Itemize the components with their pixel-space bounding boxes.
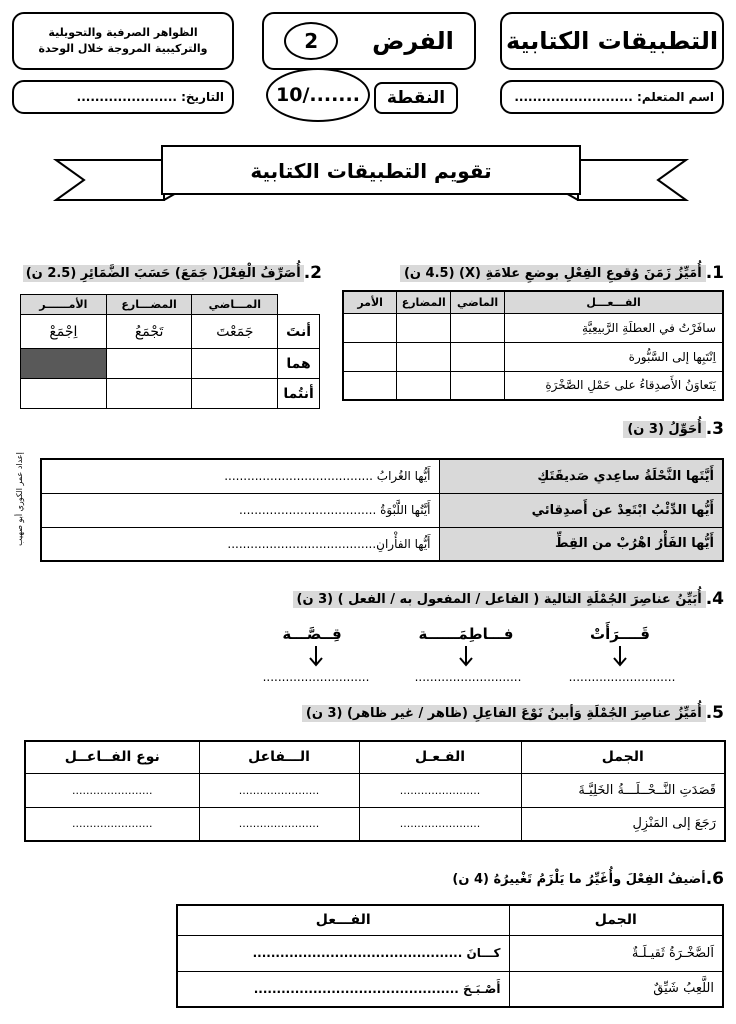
q2-cell-past[interactable] xyxy=(192,379,278,409)
down-arrow-icon xyxy=(458,646,474,668)
q5-table xyxy=(24,740,726,842)
table-row xyxy=(21,379,320,409)
exam-title: الفرض xyxy=(372,27,454,55)
subject-title: التطبيقات الكتابية xyxy=(505,27,719,55)
table-row xyxy=(177,971,723,1007)
q1-cell-imperative[interactable] xyxy=(343,342,397,371)
q4-blank-2[interactable] xyxy=(398,668,538,686)
table-row xyxy=(41,493,723,527)
q1-cell-imperative[interactable] xyxy=(343,313,397,342)
exam-title-box xyxy=(262,12,476,70)
q4-title xyxy=(258,588,724,610)
down-arrow-icon xyxy=(612,646,628,668)
student-name-label: اسم المتعلم: .......................... xyxy=(514,90,714,104)
q1-header-present: المضارع xyxy=(397,291,451,313)
q4-blank-text: ............................ xyxy=(414,670,522,684)
q6-sentence: اللَّعِبُ شَيِّقٌ xyxy=(509,971,723,1007)
q1-title xyxy=(362,262,724,284)
q4-text: أُبَيِّنُ عناصِرَ الجُمْلَةِ التالية ( الفاعل / المفعول به / الفعل ) (3 ن) xyxy=(293,591,706,608)
q4-word-text: قِــصَّـــة xyxy=(282,625,342,643)
table-row xyxy=(41,527,723,561)
unit-topics-box xyxy=(12,12,234,70)
q2-cell-imperative[interactable] xyxy=(21,379,107,409)
q4-blank-1[interactable] xyxy=(552,668,692,686)
q5-header-verb: الفـعـل xyxy=(359,741,521,773)
table-row xyxy=(41,459,723,493)
q2-pronoun: أنتُما xyxy=(278,379,320,409)
q6-text: أضيفُ الفِعْلَ وأُغَيِّرُ ما يَلْزَمُ تَغْييرُهُ (4 ن) xyxy=(452,871,706,887)
q5-header-subject: الـــفاعل xyxy=(199,741,359,773)
date-label: التاريخ: ...................... xyxy=(76,90,224,104)
banner-title xyxy=(164,148,578,194)
q3-text: أُحَوِّلُ (3 ن) xyxy=(623,421,705,438)
q5-type-blank[interactable]: ....................... xyxy=(25,807,199,841)
q5-verb-blank[interactable]: ....................... xyxy=(359,807,521,841)
q5-text: أُمَيِّزُ عناصِرَ الجُمْلَةِ وَأبينُ نَوْعَ الفاعِلِ (ظاهر / غير ظاهر) (3 ن) xyxy=(302,705,706,722)
q6-number: 6. xyxy=(705,869,724,889)
q1-sentence: يَتَعاوَنُ الأَصدِقاءُ على حَمْلِ الصَّخْرَةِ xyxy=(505,371,723,400)
q1-header-verb: الفـــعـــل xyxy=(505,291,723,313)
banner-title-text: تقويم التطبيقات الكتابية xyxy=(250,159,492,183)
q4-number: 4. xyxy=(705,589,724,609)
q1-text: أُمَيِّزُ زَمَنَ وُقوعِ الفِعْلِ بوضعِ علامَةِ (X) (4.5 ن) xyxy=(400,265,706,282)
q2-present: تَجْمَعُ xyxy=(106,315,192,349)
q5-subject-blank[interactable]: ....................... xyxy=(199,807,359,841)
author-text: إعداد عمر الكوري أبو صهيب xyxy=(15,452,24,546)
q1-header-past: الماضي xyxy=(451,291,505,313)
q2-text: أُصَرِّفُ الْفِعْلَ( جَمَعَ) حَسَبَ الضَّمَائِرِ (2.5 ن) xyxy=(23,265,304,282)
table-row xyxy=(25,807,725,841)
student-name-field[interactable] xyxy=(500,80,724,114)
unit-topics-line1: الظواهر الصرفية والتحويلية xyxy=(48,26,198,40)
q6-verb-blank[interactable]: كـــانَ .............................................. xyxy=(177,935,509,971)
q5-header-sentence: الجمل xyxy=(521,741,725,773)
subject-box xyxy=(500,12,724,70)
q1-cell-present[interactable] xyxy=(397,313,451,342)
q4-blank-text: ............................ xyxy=(262,670,370,684)
q6-sentence: اَلصَّخْـرَةُ ثَقيـلَـةٌ xyxy=(509,935,723,971)
q1-cell-past[interactable] xyxy=(451,342,505,371)
q1-cell-past[interactable] xyxy=(451,313,505,342)
q2-title xyxy=(8,262,322,284)
q3-number: 3. xyxy=(705,419,724,439)
q3-target[interactable]: أَيُّها الغُرابُ ....................................... xyxy=(41,459,439,493)
q6-table xyxy=(176,904,724,1008)
q1-table xyxy=(342,290,724,401)
q5-title xyxy=(258,702,724,724)
q1-sentence: اِنْتَبِها إلى السَّبُّورة xyxy=(505,342,723,371)
author-side-note xyxy=(15,414,29,584)
q4-word-text: فـــاطِمَــــــة xyxy=(418,625,514,643)
q4-word-2 xyxy=(406,624,526,644)
date-field[interactable] xyxy=(12,80,234,114)
q3-table xyxy=(40,458,724,562)
q1-cell-past[interactable] xyxy=(451,371,505,400)
table-row xyxy=(343,371,723,400)
unit-topics-line2: والتركيبية المروجة خلال الوحدة xyxy=(38,42,208,55)
q1-cell-present[interactable] xyxy=(397,371,451,400)
q5-type-blank[interactable]: ....................... xyxy=(25,773,199,807)
q3-source: أَيُّها الفَأْرُ اهْرُبْ من القِطِّ xyxy=(439,527,723,561)
score-label: النقطة xyxy=(386,88,446,108)
q2-cell-present[interactable] xyxy=(106,349,192,379)
q4-blank-3[interactable] xyxy=(246,668,386,686)
q1-cell-imperative[interactable] xyxy=(343,371,397,400)
q2-cell-imperative-blocked xyxy=(21,349,107,379)
q3-target[interactable]: أَيَّتُها اللَّبْوَةُ .................................... xyxy=(41,493,439,527)
table-row xyxy=(21,315,320,349)
table-row xyxy=(343,313,723,342)
exam-number: 2 xyxy=(304,29,319,53)
down-arrow-icon xyxy=(308,646,324,668)
q2-imperative: اِجْمَعْ xyxy=(21,315,107,349)
q2-past: جَمَعْتَ xyxy=(192,315,278,349)
q2-cell-past[interactable] xyxy=(192,349,278,379)
q2-cell-present[interactable] xyxy=(106,379,192,409)
score-oval xyxy=(266,68,370,122)
q2-header-imperative: الأمــــــر xyxy=(21,295,107,315)
q3-source: أَيَّتَها النَّحْلَةُ ساعِدي صَديقَتَكِ xyxy=(439,459,723,493)
q6-title xyxy=(374,868,724,890)
score-label-box xyxy=(374,82,458,114)
table-row xyxy=(177,935,723,971)
table-row xyxy=(343,342,723,371)
q1-cell-present[interactable] xyxy=(397,342,451,371)
q2-pronoun: أنتَ xyxy=(278,315,320,349)
q2-pronoun: هما xyxy=(278,349,320,379)
q6-verb-blank[interactable]: أَصْـبَـحَ ............................................. xyxy=(177,971,509,1007)
q4-word-text: قَــــرَأَتْ xyxy=(590,625,650,643)
q1-header-imperative: الأمر xyxy=(343,291,397,313)
q1-number: 1. xyxy=(705,263,724,283)
table-row xyxy=(21,349,320,379)
q4-word-1 xyxy=(570,624,670,644)
score-value: 10/....... xyxy=(276,84,360,106)
q5-verb-blank[interactable]: ....................... xyxy=(359,773,521,807)
q4-blank-text: ............................ xyxy=(568,670,676,684)
q2-table xyxy=(20,294,320,409)
q6-header-sentence: الجمل xyxy=(509,905,723,935)
q2-header-empty xyxy=(278,295,320,315)
exam-number-oval xyxy=(284,22,338,60)
q3-source: أَيُّها الدِّئْبُ ابْتَعِدْ عن أَصدِقائي xyxy=(439,493,723,527)
q6-header-verb: الفـــعل xyxy=(177,905,509,935)
q3-target[interactable]: أَيُّها الفأْرانِ....................................... xyxy=(41,527,439,561)
q5-header-subject-type: نوع الفــاعــل xyxy=(25,741,199,773)
q3-title xyxy=(560,418,724,440)
table-row xyxy=(25,773,725,807)
q5-number: 5. xyxy=(705,703,724,723)
q1-sentence: سافَرْتُ في العطلَةِ الرَّبيعِيَّةِ xyxy=(505,313,723,342)
q5-subject-blank[interactable]: ....................... xyxy=(199,773,359,807)
q5-sentence: رَجَعَ إلى المَنْزِلِ xyxy=(521,807,725,841)
q2-header-present: المضـــارع xyxy=(106,295,192,315)
q2-header-past: المـــاضي xyxy=(192,295,278,315)
q5-sentence: قَصَدَتِ النَّــحْــلَـــةُ الخَلِيَّـةَ xyxy=(521,773,725,807)
q4-word-3 xyxy=(262,624,362,644)
q2-number: 2. xyxy=(303,263,322,283)
